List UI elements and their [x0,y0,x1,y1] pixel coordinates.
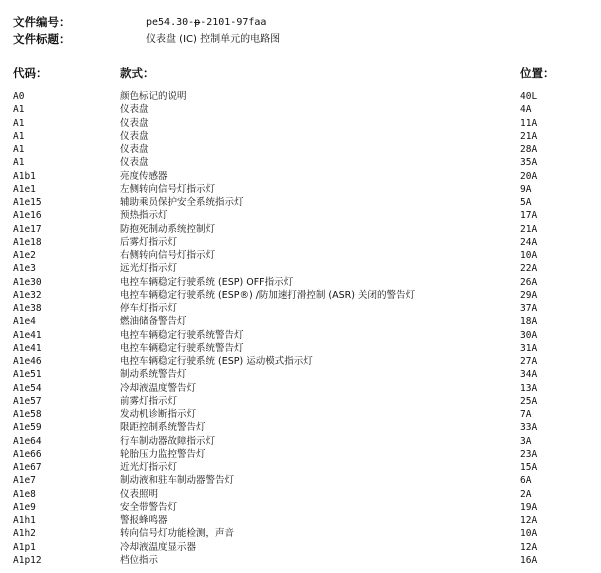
row-description: 前雾灯指示灯 [120,395,178,407]
row-code: A1e18 [13,236,42,248]
row-code: A1p1 [13,541,36,553]
row-position: 12A [520,515,538,526]
row-position: 11A [520,117,538,129]
row-code: A1e38 [13,303,42,314]
row-description: 电控车辆稳定行驶系统警告灯 [120,342,244,354]
row-description: 限距控制系统警告灯 [120,422,206,434]
row-position: 18A [520,316,538,328]
table-row [13,117,593,130]
row-code: A1e32 [13,289,42,301]
row-description: 仪表照明 [120,488,159,500]
table-row [13,90,593,103]
row-description: 防抱死制动系统控制灯 [120,223,216,235]
row-code: A1e3 [13,263,36,275]
table-row [13,236,593,249]
table-row [13,355,593,368]
row-description: 预热指示灯 [120,210,168,222]
row-position: 21A [520,223,538,235]
row-code: A0 [13,91,25,102]
table-row [13,262,593,275]
doc-title-row [13,31,593,48]
row-position: 6A [520,475,532,487]
table-row [13,421,593,434]
row-description: 辅助乘员保护安全系统指示灯 [120,197,244,208]
row-description: 亮度传感器 [120,170,168,182]
table-row [13,541,593,554]
row-code: A1e8 [13,488,36,500]
table-row [13,488,593,501]
table-row [13,143,593,156]
row-description: 仪表盘 [120,144,149,155]
doc-number-struck: p [194,17,201,28]
row-description: 警报蜂鸣器 [120,515,168,526]
table-row [13,382,593,395]
row-position: 37A [520,303,538,314]
table-row [13,249,593,262]
table-row [13,395,593,408]
row-position: 12A [520,541,538,553]
table-row [13,209,593,222]
row-position: 27A [520,356,538,367]
table-row [13,103,593,116]
table-row [13,183,593,196]
table-header [13,65,593,81]
row-code: A1p12 [13,554,42,566]
row-description: 安全带警告灯 [120,501,178,513]
doc-number-label: 文件编号： [13,15,71,29]
doc-number-suffix: -2101-97faa [200,17,267,28]
row-code: A1e59 [13,422,42,434]
doc-number-value [146,14,266,31]
row-position: 28A [520,144,538,155]
row-code: A1e9 [13,501,36,513]
row-position: 26A [520,276,538,288]
table-row [13,527,593,540]
row-code: A1e54 [13,382,42,394]
table-row [13,554,593,567]
row-position: 20A [520,170,538,182]
row-code: A1e66 [13,448,42,460]
table-row [13,368,593,381]
row-position: 15A [520,462,538,473]
table-row [13,514,593,527]
row-position: 35A [520,157,538,169]
row-position: 25A [520,395,538,407]
row-description: 电控车辆稳定行驶系统 (ESP®) /防加速打滑控制 (ASR) 关闭的警告灯 [120,289,415,301]
table-row [13,276,593,289]
document-page [13,14,593,566]
table-row [13,501,593,514]
row-code: A1e1 [13,183,36,195]
component-list [13,90,593,567]
row-code: A1e17 [13,223,42,235]
doc-number-prefix: pe54.30- [146,17,195,28]
row-code: A1e41 [13,329,42,341]
row-description: 仪表盘 [120,104,149,116]
table-row [13,156,593,169]
row-description: 档位指示 [120,554,159,566]
header-description: 款式： [120,66,155,80]
row-position: 40L [520,91,538,102]
row-description: 电控车辆稳定行驶系统警告灯 [120,329,244,341]
row-position: 21A [520,130,538,142]
table-row [13,196,593,209]
row-position: 34A [520,369,538,381]
row-position: 22A [520,263,538,275]
row-code: A1 [13,157,25,169]
row-description: 后雾灯指示灯 [120,236,178,248]
row-code: A1h1 [13,515,36,526]
table-row [13,461,593,474]
row-code: A1e16 [13,210,42,222]
row-code: A1b1 [13,170,36,182]
table-row [13,342,593,355]
row-code: A1e7 [13,475,36,487]
row-position: 24A [520,236,538,248]
row-description: 电控车辆稳定行驶系统 (ESP) 运动模式指示灯 [120,356,313,367]
doc-number-row [13,14,593,31]
row-description: 轮胎压力监控警告灯 [120,448,206,460]
row-position: 2A [520,488,532,500]
row-description: 制动系统警告灯 [120,369,187,381]
row-code: A1e67 [13,462,42,473]
row-code: A1e64 [13,435,42,447]
row-code: A1e58 [13,409,42,420]
row-position: 33A [520,422,538,434]
row-code: A1 [13,144,25,155]
row-description: 发动机诊断指示灯 [120,409,197,420]
row-code: A1e51 [13,369,42,381]
row-description: 燃油储备警告灯 [120,316,187,328]
row-code: A1e2 [13,250,36,261]
row-position: 5A [520,197,532,208]
row-position: 30A [520,329,538,341]
table-row [13,408,593,421]
row-code: A1e4 [13,316,36,328]
row-position: 16A [520,554,538,566]
row-description: 近光灯指示灯 [120,462,178,473]
row-position: 9A [520,183,532,195]
row-description: 右侧转向信号灯指示灯 [120,250,216,261]
doc-title-value: 仪表盘 (IC) 控制单元的电路图 [146,34,281,45]
table-row [13,474,593,487]
row-code: A1 [13,130,25,142]
row-position: 31A [520,342,538,354]
row-code: A1 [13,104,25,116]
row-description: 停车灯指示灯 [120,303,178,314]
row-position: 3A [520,435,532,447]
row-position: 13A [520,382,538,394]
table-row [13,448,593,461]
row-description: 仪表盘 [120,117,149,129]
table-row [13,315,593,328]
row-position: 17A [520,210,538,222]
row-code: A1e30 [13,276,42,288]
row-position: 23A [520,448,538,460]
header-code: 代码： [13,66,48,80]
row-position: 10A [520,528,538,540]
row-code: A1 [13,117,25,129]
row-code: A1e57 [13,395,42,407]
row-description: 左侧转向信号灯指示灯 [120,183,216,195]
table-row [13,223,593,236]
row-description: 冷却液温度显示器 [120,541,197,553]
table-row [13,170,593,183]
row-code: A1h2 [13,528,36,540]
row-position: 29A [520,289,538,301]
row-description: 冷却液温度警告灯 [120,382,197,394]
table-row [13,302,593,315]
row-description: 转向信号灯功能检测，声音 [120,528,235,540]
row-position: 4A [520,104,532,116]
row-code: A1e41 [13,342,42,354]
table-row [13,289,593,302]
row-description: 行车制动器故障指示灯 [120,435,216,447]
row-code: A1e46 [13,356,42,367]
row-description: 远光灯指示灯 [120,263,178,275]
header-position: 位置： [520,66,555,80]
row-position: 7A [520,409,532,420]
row-description: 仪表盘 [120,157,149,169]
table-row [13,130,593,143]
table-row [13,435,593,448]
row-code: A1e15 [13,197,42,208]
row-description: 颜色标记的说明 [120,91,187,102]
row-position: 10A [520,250,538,261]
doc-title-label: 文件标题： [13,32,71,46]
row-description: 仪表盘 [120,130,149,142]
row-description: 制动液和驻车制动器警告灯 [120,475,235,487]
row-position: 19A [520,501,538,513]
row-description: 电控车辆稳定行驶系统 (ESP) OFF指示灯 [120,276,294,288]
table-row [13,329,593,342]
